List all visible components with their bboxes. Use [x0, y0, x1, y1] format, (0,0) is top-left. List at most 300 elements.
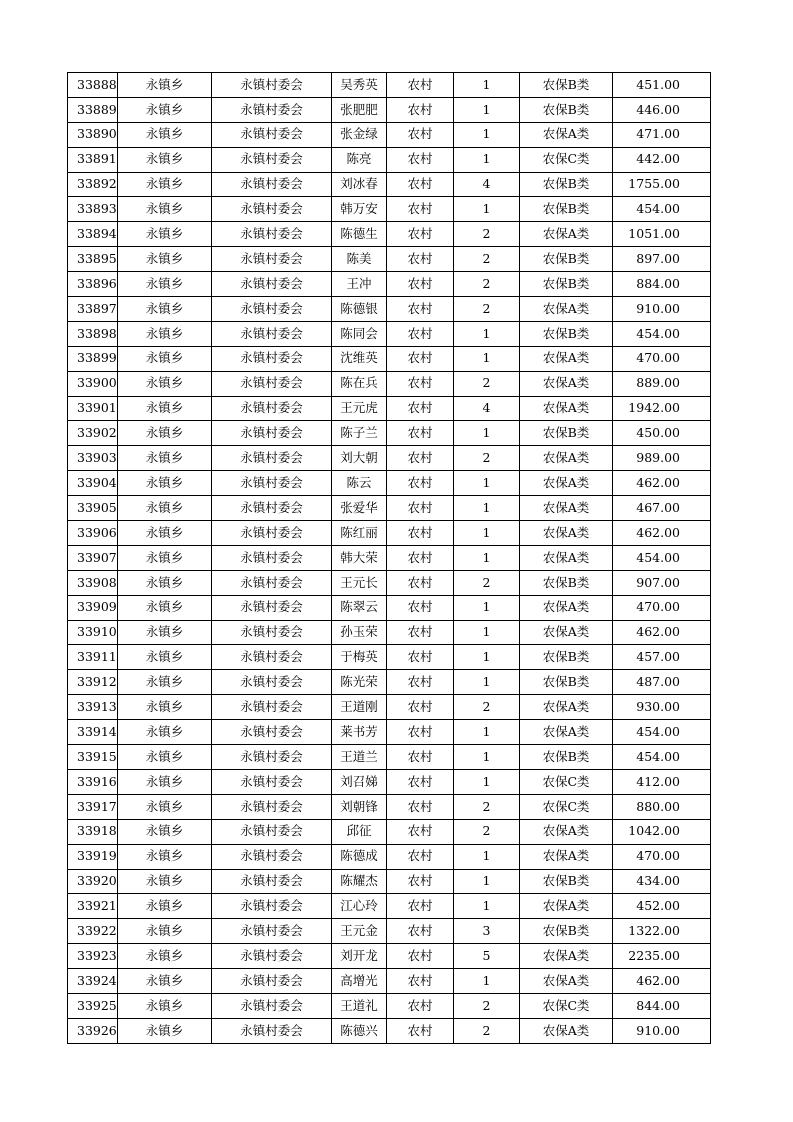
township-cell: 永镇乡	[118, 745, 212, 770]
record-id-cell: 33913	[68, 695, 118, 720]
record-id-cell: 33895	[68, 247, 118, 272]
household-size-cell: 1	[454, 321, 520, 346]
area-type-cell: 农村	[387, 346, 454, 371]
township-cell: 永镇乡	[118, 73, 212, 98]
person-name-cell: 王道刚	[332, 695, 387, 720]
amount-cell: 454.00	[613, 197, 711, 222]
person-name-cell: 吴秀英	[332, 73, 387, 98]
insurance-category-cell: 农保A类	[520, 396, 613, 421]
village-committee-cell: 永镇村委会	[212, 122, 332, 147]
amount-cell: 446.00	[613, 97, 711, 122]
village-committee-cell: 永镇村委会	[212, 346, 332, 371]
table-row	[68, 446, 711, 471]
area-type-cell: 农村	[387, 869, 454, 894]
table-row	[68, 222, 711, 247]
amount-cell: 470.00	[613, 595, 711, 620]
table-row	[68, 346, 711, 371]
household-size-cell: 2	[454, 446, 520, 471]
township-cell: 永镇乡	[118, 794, 212, 819]
household-size-cell: 1	[454, 197, 520, 222]
person-name-cell: 王道兰	[332, 745, 387, 770]
amount-cell: 2235.00	[613, 944, 711, 969]
insurance-category-cell: 农保A类	[520, 720, 613, 745]
township-cell: 永镇乡	[118, 595, 212, 620]
area-type-cell: 农村	[387, 894, 454, 919]
area-type-cell: 农村	[387, 695, 454, 720]
township-cell: 永镇乡	[118, 720, 212, 745]
household-size-cell: 1	[454, 421, 520, 446]
household-size-cell: 1	[454, 595, 520, 620]
record-id-cell: 33896	[68, 272, 118, 297]
household-size-cell: 1	[454, 122, 520, 147]
record-id-cell: 33919	[68, 844, 118, 869]
insurance-category-cell: 农保A类	[520, 521, 613, 546]
table-row	[68, 147, 711, 172]
person-name-cell: 莱书芳	[332, 720, 387, 745]
record-id-cell: 33923	[68, 944, 118, 969]
area-type-cell: 农村	[387, 844, 454, 869]
record-id-cell: 33924	[68, 969, 118, 994]
village-committee-cell: 永镇村委会	[212, 745, 332, 770]
area-type-cell: 农村	[387, 670, 454, 695]
person-name-cell: 韩万安	[332, 197, 387, 222]
village-committee-cell: 永镇村委会	[212, 844, 332, 869]
insurance-category-cell: 农保B类	[520, 745, 613, 770]
township-cell: 永镇乡	[118, 496, 212, 521]
area-type-cell: 农村	[387, 421, 454, 446]
household-size-cell: 1	[454, 720, 520, 745]
village-committee-cell: 永镇村委会	[212, 321, 332, 346]
area-type-cell: 农村	[387, 321, 454, 346]
person-name-cell: 张爱华	[332, 496, 387, 521]
amount-cell: 454.00	[613, 720, 711, 745]
table-row	[68, 670, 711, 695]
township-cell: 永镇乡	[118, 446, 212, 471]
table-row	[68, 297, 711, 322]
amount-cell: 412.00	[613, 769, 711, 794]
record-id-cell: 33898	[68, 321, 118, 346]
village-committee-cell: 永镇村委会	[212, 1018, 332, 1043]
household-size-cell: 4	[454, 172, 520, 197]
village-committee-cell: 永镇村委会	[212, 645, 332, 670]
amount-cell: 454.00	[613, 545, 711, 570]
record-id-cell: 33900	[68, 371, 118, 396]
table-row	[68, 919, 711, 944]
township-cell: 永镇乡	[118, 670, 212, 695]
insurance-category-cell: 农保A类	[520, 595, 613, 620]
township-cell: 永镇乡	[118, 919, 212, 944]
table-row	[68, 247, 711, 272]
village-committee-cell: 永镇村委会	[212, 869, 332, 894]
amount-cell: 462.00	[613, 969, 711, 994]
record-id-cell: 33915	[68, 745, 118, 770]
township-cell: 永镇乡	[118, 346, 212, 371]
record-id-cell: 33893	[68, 197, 118, 222]
person-name-cell: 王道礼	[332, 993, 387, 1018]
area-type-cell: 农村	[387, 73, 454, 98]
table-row	[68, 720, 711, 745]
table-row	[68, 745, 711, 770]
amount-cell: 844.00	[613, 993, 711, 1018]
person-name-cell: 陈在兵	[332, 371, 387, 396]
record-id-cell: 33903	[68, 446, 118, 471]
amount-cell: 450.00	[613, 421, 711, 446]
household-size-cell: 2	[454, 371, 520, 396]
township-cell: 永镇乡	[118, 1018, 212, 1043]
township-cell: 永镇乡	[118, 894, 212, 919]
amount-cell: 452.00	[613, 894, 711, 919]
person-name-cell: 刘开龙	[332, 944, 387, 969]
village-committee-cell: 永镇村委会	[212, 670, 332, 695]
household-size-cell: 1	[454, 645, 520, 670]
household-size-cell: 2	[454, 794, 520, 819]
household-size-cell: 1	[454, 545, 520, 570]
insurance-category-cell: 农保B类	[520, 247, 613, 272]
record-id-cell: 33921	[68, 894, 118, 919]
record-id-cell: 33890	[68, 122, 118, 147]
table-row	[68, 321, 711, 346]
household-size-cell: 2	[454, 1018, 520, 1043]
household-size-cell: 1	[454, 346, 520, 371]
person-name-cell: 张金绿	[332, 122, 387, 147]
household-size-cell: 1	[454, 620, 520, 645]
amount-cell: 910.00	[613, 297, 711, 322]
area-type-cell: 农村	[387, 446, 454, 471]
village-committee-cell: 永镇村委会	[212, 471, 332, 496]
record-id-cell: 33910	[68, 620, 118, 645]
household-size-cell: 1	[454, 521, 520, 546]
area-type-cell: 农村	[387, 297, 454, 322]
table-row	[68, 396, 711, 421]
village-committee-cell: 永镇村委会	[212, 769, 332, 794]
record-id-cell: 33899	[68, 346, 118, 371]
amount-cell: 1942.00	[613, 396, 711, 421]
record-id-cell: 33912	[68, 670, 118, 695]
record-id-cell: 33906	[68, 521, 118, 546]
township-cell: 永镇乡	[118, 769, 212, 794]
record-id-cell: 33891	[68, 147, 118, 172]
table-row	[68, 695, 711, 720]
amount-cell: 462.00	[613, 620, 711, 645]
village-committee-cell: 永镇村委会	[212, 73, 332, 98]
amount-cell: 1051.00	[613, 222, 711, 247]
amount-cell: 462.00	[613, 521, 711, 546]
amount-cell: 884.00	[613, 272, 711, 297]
area-type-cell: 农村	[387, 272, 454, 297]
person-name-cell: 陈德银	[332, 297, 387, 322]
table-row	[68, 844, 711, 869]
household-size-cell: 2	[454, 297, 520, 322]
insurance-category-cell: 农保B类	[520, 197, 613, 222]
table-body	[68, 73, 711, 1044]
household-size-cell: 5	[454, 944, 520, 969]
record-id-cell: 33925	[68, 993, 118, 1018]
area-type-cell: 农村	[387, 172, 454, 197]
area-type-cell: 农村	[387, 919, 454, 944]
insurance-category-cell: 农保B类	[520, 869, 613, 894]
person-name-cell: 陈德成	[332, 844, 387, 869]
insurance-category-cell: 农保C类	[520, 769, 613, 794]
village-committee-cell: 永镇村委会	[212, 521, 332, 546]
amount-cell: 434.00	[613, 869, 711, 894]
area-type-cell: 农村	[387, 819, 454, 844]
insurance-category-cell: 农保A类	[520, 969, 613, 994]
record-id-cell: 33894	[68, 222, 118, 247]
insurance-category-cell: 农保A类	[520, 844, 613, 869]
village-committee-cell: 永镇村委会	[212, 993, 332, 1018]
insurance-category-cell: 农保A类	[520, 496, 613, 521]
township-cell: 永镇乡	[118, 844, 212, 869]
area-type-cell: 农村	[387, 222, 454, 247]
household-size-cell: 3	[454, 919, 520, 944]
insurance-category-cell: 农保B类	[520, 919, 613, 944]
amount-cell: 880.00	[613, 794, 711, 819]
record-id-cell: 33907	[68, 545, 118, 570]
household-size-cell: 1	[454, 97, 520, 122]
table-row	[68, 371, 711, 396]
area-type-cell: 农村	[387, 371, 454, 396]
township-cell: 永镇乡	[118, 521, 212, 546]
amount-cell: 454.00	[613, 745, 711, 770]
township-cell: 永镇乡	[118, 545, 212, 570]
village-committee-cell: 永镇村委会	[212, 545, 332, 570]
insurance-category-cell: 农保A类	[520, 545, 613, 570]
township-cell: 永镇乡	[118, 421, 212, 446]
household-size-cell: 1	[454, 969, 520, 994]
township-cell: 永镇乡	[118, 645, 212, 670]
person-name-cell: 于梅英	[332, 645, 387, 670]
amount-cell: 462.00	[613, 471, 711, 496]
insurance-category-cell: 农保A类	[520, 297, 613, 322]
data-table	[67, 72, 711, 1044]
household-size-cell: 2	[454, 993, 520, 1018]
insurance-category-cell: 农保A类	[520, 471, 613, 496]
amount-cell: 930.00	[613, 695, 711, 720]
household-size-cell: 1	[454, 670, 520, 695]
person-name-cell: 陈红丽	[332, 521, 387, 546]
amount-cell: 907.00	[613, 570, 711, 595]
person-name-cell: 陈云	[332, 471, 387, 496]
village-committee-cell: 永镇村委会	[212, 794, 332, 819]
record-id-cell: 33908	[68, 570, 118, 595]
record-id-cell: 33916	[68, 769, 118, 794]
record-id-cell: 33926	[68, 1018, 118, 1043]
table-row	[68, 122, 711, 147]
township-cell: 永镇乡	[118, 222, 212, 247]
amount-cell: 889.00	[613, 371, 711, 396]
amount-cell: 910.00	[613, 1018, 711, 1043]
village-committee-cell: 永镇村委会	[212, 172, 332, 197]
village-committee-cell: 永镇村委会	[212, 894, 332, 919]
insurance-category-cell: 农保A类	[520, 371, 613, 396]
township-cell: 永镇乡	[118, 620, 212, 645]
table-row	[68, 73, 711, 98]
person-name-cell: 王元金	[332, 919, 387, 944]
amount-cell: 457.00	[613, 645, 711, 670]
household-size-cell: 1	[454, 869, 520, 894]
insurance-category-cell: 农保A类	[520, 1018, 613, 1043]
township-cell: 永镇乡	[118, 570, 212, 595]
area-type-cell: 农村	[387, 521, 454, 546]
village-committee-cell: 永镇村委会	[212, 247, 332, 272]
household-size-cell: 2	[454, 272, 520, 297]
insurance-category-cell: 农保A类	[520, 122, 613, 147]
township-cell: 永镇乡	[118, 247, 212, 272]
area-type-cell: 农村	[387, 794, 454, 819]
insurance-category-cell: 农保B类	[520, 645, 613, 670]
table-row	[68, 272, 711, 297]
person-name-cell: 高增光	[332, 969, 387, 994]
amount-cell: 451.00	[613, 73, 711, 98]
household-size-cell: 1	[454, 844, 520, 869]
table-row	[68, 97, 711, 122]
village-committee-cell: 永镇村委会	[212, 97, 332, 122]
household-size-cell: 2	[454, 570, 520, 595]
area-type-cell: 农村	[387, 570, 454, 595]
table-row	[68, 869, 711, 894]
table-row	[68, 794, 711, 819]
area-type-cell: 农村	[387, 197, 454, 222]
township-cell: 永镇乡	[118, 197, 212, 222]
insurance-category-cell: 农保C类	[520, 993, 613, 1018]
person-name-cell: 孙玉荣	[332, 620, 387, 645]
person-name-cell: 陈德兴	[332, 1018, 387, 1043]
insurance-category-cell: 农保A类	[520, 894, 613, 919]
area-type-cell: 农村	[387, 993, 454, 1018]
household-size-cell: 1	[454, 745, 520, 770]
person-name-cell: 江心玲	[332, 894, 387, 919]
household-size-cell: 4	[454, 396, 520, 421]
amount-cell: 454.00	[613, 321, 711, 346]
village-committee-cell: 永镇村委会	[212, 620, 332, 645]
township-cell: 永镇乡	[118, 944, 212, 969]
village-committee-cell: 永镇村委会	[212, 819, 332, 844]
insurance-category-cell: 农保B类	[520, 73, 613, 98]
amount-cell: 1755.00	[613, 172, 711, 197]
insurance-category-cell: 农保B类	[520, 670, 613, 695]
amount-cell: 467.00	[613, 496, 711, 521]
area-type-cell: 农村	[387, 620, 454, 645]
insurance-category-cell: 农保B类	[520, 172, 613, 197]
village-committee-cell: 永镇村委会	[212, 695, 332, 720]
township-cell: 永镇乡	[118, 695, 212, 720]
amount-cell: 471.00	[613, 122, 711, 147]
area-type-cell: 农村	[387, 595, 454, 620]
table-row	[68, 993, 711, 1018]
person-name-cell: 邱征	[332, 819, 387, 844]
person-name-cell: 沈维英	[332, 346, 387, 371]
record-id-cell: 33905	[68, 496, 118, 521]
table-row	[68, 769, 711, 794]
area-type-cell: 农村	[387, 545, 454, 570]
person-name-cell: 陈同会	[332, 321, 387, 346]
village-committee-cell: 永镇村委会	[212, 944, 332, 969]
village-committee-cell: 永镇村委会	[212, 272, 332, 297]
person-name-cell: 陈美	[332, 247, 387, 272]
table-row	[68, 620, 711, 645]
household-size-cell: 2	[454, 222, 520, 247]
household-size-cell: 2	[454, 695, 520, 720]
township-cell: 永镇乡	[118, 272, 212, 297]
table-row	[68, 421, 711, 446]
area-type-cell: 农村	[387, 147, 454, 172]
insurance-category-cell: 农保A类	[520, 346, 613, 371]
person-name-cell: 韩大荣	[332, 545, 387, 570]
record-id-cell: 33901	[68, 396, 118, 421]
village-committee-cell: 永镇村委会	[212, 919, 332, 944]
township-cell: 永镇乡	[118, 993, 212, 1018]
village-committee-cell: 永镇村委会	[212, 297, 332, 322]
insurance-category-cell: 农保C类	[520, 794, 613, 819]
person-name-cell: 刘召娣	[332, 769, 387, 794]
person-name-cell: 张肥肥	[332, 97, 387, 122]
person-name-cell: 刘朝锋	[332, 794, 387, 819]
insurance-category-cell: 农保A类	[520, 695, 613, 720]
table-row	[68, 471, 711, 496]
record-id-cell: 33889	[68, 97, 118, 122]
household-size-cell: 1	[454, 147, 520, 172]
record-id-cell: 33918	[68, 819, 118, 844]
township-cell: 永镇乡	[118, 172, 212, 197]
township-cell: 永镇乡	[118, 396, 212, 421]
household-size-cell: 1	[454, 471, 520, 496]
amount-cell: 1042.00	[613, 819, 711, 844]
area-type-cell: 农村	[387, 471, 454, 496]
table-row	[68, 172, 711, 197]
area-type-cell: 农村	[387, 944, 454, 969]
insurance-category-cell: 农保A类	[520, 446, 613, 471]
area-type-cell: 农村	[387, 969, 454, 994]
area-type-cell: 农村	[387, 1018, 454, 1043]
area-type-cell: 农村	[387, 745, 454, 770]
record-id-cell: 33888	[68, 73, 118, 98]
insurance-category-cell: 农保B类	[520, 97, 613, 122]
village-committee-cell: 永镇村委会	[212, 396, 332, 421]
area-type-cell: 农村	[387, 247, 454, 272]
village-committee-cell: 永镇村委会	[212, 496, 332, 521]
area-type-cell: 农村	[387, 645, 454, 670]
record-id-cell: 33920	[68, 869, 118, 894]
village-committee-cell: 永镇村委会	[212, 720, 332, 745]
record-id-cell: 33922	[68, 919, 118, 944]
township-cell: 永镇乡	[118, 321, 212, 346]
record-id-cell: 33917	[68, 794, 118, 819]
township-cell: 永镇乡	[118, 297, 212, 322]
village-committee-cell: 永镇村委会	[212, 570, 332, 595]
person-name-cell: 王元虎	[332, 396, 387, 421]
table-row	[68, 521, 711, 546]
village-committee-cell: 永镇村委会	[212, 446, 332, 471]
insurance-category-cell: 农保B类	[520, 272, 613, 297]
area-type-cell: 农村	[387, 769, 454, 794]
area-type-cell: 农村	[387, 720, 454, 745]
table-row	[68, 944, 711, 969]
amount-cell: 1322.00	[613, 919, 711, 944]
amount-cell: 470.00	[613, 346, 711, 371]
household-size-cell: 1	[454, 894, 520, 919]
person-name-cell: 刘大朝	[332, 446, 387, 471]
area-type-cell: 农村	[387, 396, 454, 421]
village-committee-cell: 永镇村委会	[212, 222, 332, 247]
table-row	[68, 545, 711, 570]
person-name-cell: 陈光荣	[332, 670, 387, 695]
table-row	[68, 819, 711, 844]
person-name-cell: 陈德生	[332, 222, 387, 247]
record-id-cell: 33911	[68, 645, 118, 670]
record-id-cell: 33902	[68, 421, 118, 446]
household-size-cell: 2	[454, 247, 520, 272]
household-size-cell: 1	[454, 769, 520, 794]
